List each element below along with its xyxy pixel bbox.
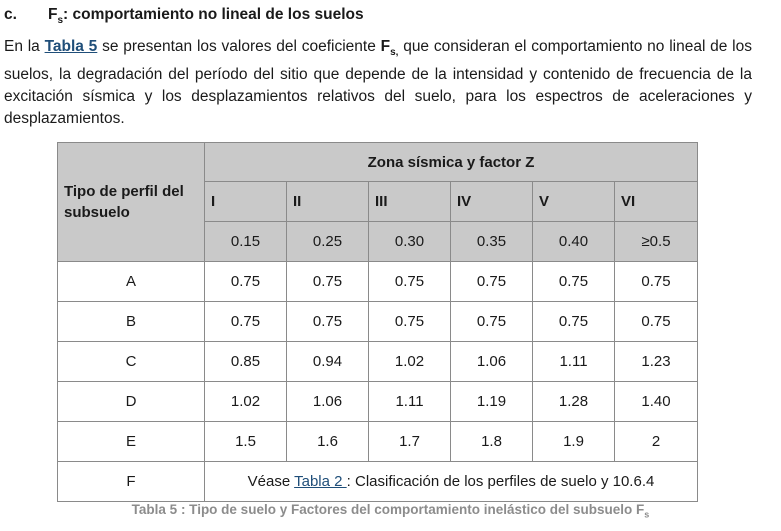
fs-value: 2 bbox=[615, 422, 698, 462]
zone-III: III bbox=[369, 182, 451, 222]
table-row bbox=[58, 302, 698, 342]
z-value: 0.25 bbox=[287, 222, 369, 262]
fs-coefficient-sub: s, bbox=[390, 47, 399, 59]
fs-value: 1.6 bbox=[287, 422, 369, 462]
zone-II: II bbox=[287, 182, 369, 222]
fs-value: 0.75 bbox=[615, 302, 698, 342]
soil-type-label: D bbox=[58, 382, 205, 422]
table-caption bbox=[0, 502, 781, 520]
caption-subscript: s bbox=[644, 509, 650, 520]
soil-type-label: C bbox=[58, 342, 205, 382]
note-text-after: : Clasificación de los perfiles de suelo y 10.6.4 bbox=[346, 473, 655, 490]
fs-value: 0.75 bbox=[369, 262, 451, 302]
tabla-2-link[interactable]: Tabla 2 bbox=[294, 473, 347, 490]
tabla-5-link[interactable]: Tabla 5 bbox=[44, 38, 98, 55]
soil-type-label: E bbox=[58, 422, 205, 462]
seismic-zone-header: Zona sísmica y factor Z bbox=[205, 143, 698, 182]
fs-value: 1.06 bbox=[451, 342, 533, 382]
z-value: 0.40 bbox=[533, 222, 615, 262]
fs-value: 0.75 bbox=[369, 302, 451, 342]
fs-value: 1.11 bbox=[533, 342, 615, 382]
fs-value: 0.75 bbox=[451, 262, 533, 302]
fs-value: 1.28 bbox=[533, 382, 615, 422]
fs-value: 1.06 bbox=[287, 382, 369, 422]
fs-value: 0.94 bbox=[287, 342, 369, 382]
fs-value: 0.75 bbox=[287, 302, 369, 342]
section-title: : comportamiento no lineal de los suelos bbox=[63, 6, 364, 23]
fs-value: 1.7 bbox=[369, 422, 451, 462]
section-letter: c. bbox=[4, 6, 17, 23]
fs-value: 1.8 bbox=[451, 422, 533, 462]
fs-value: 1.40 bbox=[615, 382, 698, 422]
z-value: ≥0.5 bbox=[615, 222, 698, 262]
soil-type-label: F bbox=[58, 462, 205, 502]
fs-value: 1.9 bbox=[533, 422, 615, 462]
fs-value: 0.75 bbox=[615, 262, 698, 302]
fs-value: 1.23 bbox=[615, 342, 698, 382]
table-row bbox=[58, 462, 698, 502]
soil-type-label: B bbox=[58, 302, 205, 342]
fs-value: 0.85 bbox=[205, 342, 287, 382]
fs-value: 1.5 bbox=[205, 422, 287, 462]
fs-coefficient-symbol: F bbox=[380, 38, 391, 55]
z-value: 0.30 bbox=[369, 222, 451, 262]
fs-value: 0.75 bbox=[287, 262, 369, 302]
fs-value: 0.75 bbox=[205, 302, 287, 342]
z-value: 0.15 bbox=[205, 222, 287, 262]
intro-paragraph bbox=[4, 36, 752, 130]
fs-subscript: s bbox=[57, 15, 64, 27]
fs-value: 0.75 bbox=[533, 302, 615, 342]
table-row bbox=[58, 342, 698, 382]
zone-IV: IV bbox=[451, 182, 533, 222]
zone-I: I bbox=[205, 182, 287, 222]
fs-value: 1.19 bbox=[451, 382, 533, 422]
fs-value: 0.75 bbox=[205, 262, 287, 302]
fs-value: 1.02 bbox=[205, 382, 287, 422]
soil-profile-header: Tipo de perfil del subsuelo bbox=[58, 143, 205, 262]
table-row bbox=[58, 262, 698, 302]
table-row bbox=[58, 422, 698, 462]
z-value: 0.35 bbox=[451, 222, 533, 262]
fs-value: 1.11 bbox=[369, 382, 451, 422]
para-text-2: se presentan los valores del coeficiente bbox=[97, 38, 381, 55]
fs-symbol: F bbox=[48, 6, 58, 23]
fs-value: 0.75 bbox=[533, 262, 615, 302]
soil-type-label: A bbox=[58, 262, 205, 302]
fs-coefficient bbox=[380, 38, 399, 59]
fs-value: 1.02 bbox=[369, 342, 451, 382]
para-text-1: En la bbox=[4, 38, 45, 55]
caption-text: Tabla 5 : Tipo de suelo y Factores del comportamiento inelástico del subsuelo F bbox=[131, 502, 645, 517]
para-text-3: que consideran el comportamiento no lineal de los suelos, la degradación del período del sitio que depende de la intensidad y contenido de frecuencia de la excitación sísmica y los desplazamientos relativos del suelo, para los espectros de aceleraciones y desplazamientos. bbox=[4, 38, 752, 128]
zone-V: V bbox=[533, 182, 615, 222]
fs-value: 0.75 bbox=[451, 302, 533, 342]
table-row bbox=[58, 382, 698, 422]
section-heading bbox=[4, 6, 364, 26]
fs-factor-table bbox=[57, 142, 698, 502]
profile-f-note bbox=[205, 462, 698, 502]
zone-VI: VI bbox=[615, 182, 698, 222]
note-text-before: Véase bbox=[247, 473, 295, 490]
